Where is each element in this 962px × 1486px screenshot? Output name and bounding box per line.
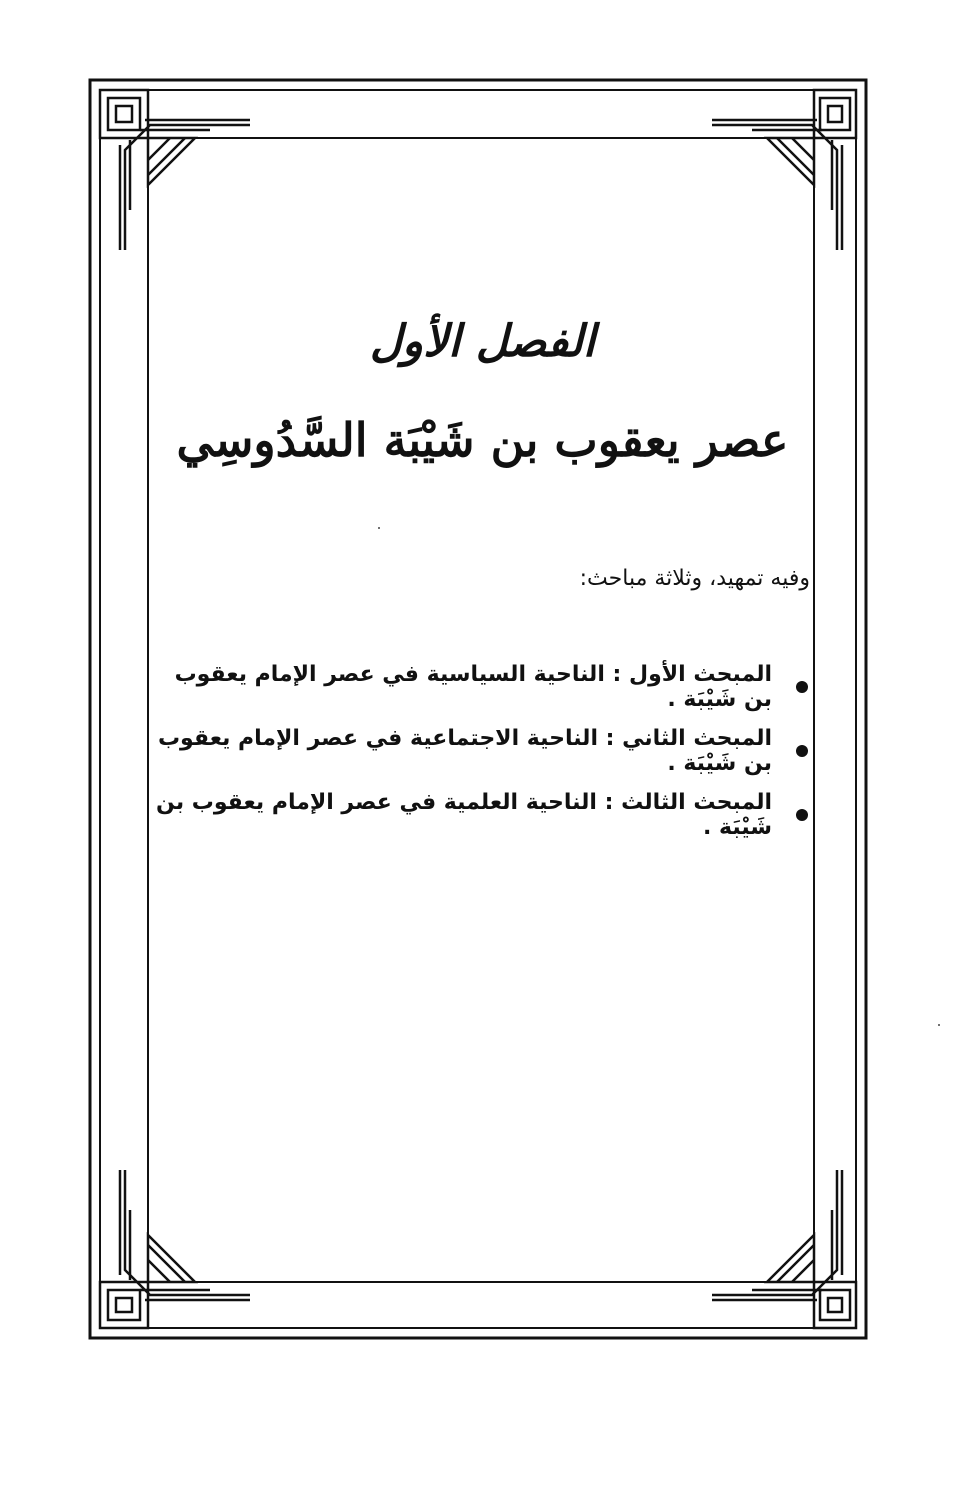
scan-speck [938, 1024, 940, 1026]
bullet-icon [796, 809, 808, 821]
chapter-title: عصر يعقوب بن شَيْبَة السَّدُوسِي [176, 413, 789, 467]
scan-speck [378, 527, 380, 529]
bullet-icon [796, 681, 808, 693]
topic-text: المبحث الثالث : الناحية العلمية في عصر الإمام يعقوب بن شَيْبَة . [156, 790, 772, 840]
corner-knot-icon [712, 90, 856, 250]
topic-text: المبحث الثاني : الناحية الاجتماعية في عصر الإمام يعقوب بن شَيْبَة . [157, 726, 772, 776]
chapter-label: الفصل الأول [369, 316, 596, 367]
topic-text: المبحث الأول : الناحية السياسية في عصر الإمام يعقوب بن شَيْبَة . [174, 662, 772, 712]
corner-knot-icon [712, 1170, 856, 1328]
list-item [150, 719, 810, 783]
topic-list [150, 655, 810, 847]
chapter-intro: وفيه تمهيد، وثلاثة مباحث: [579, 566, 810, 591]
list-item [150, 783, 810, 847]
bullet-icon [796, 745, 808, 757]
list-item [150, 655, 810, 719]
corner-knot-icon [100, 1170, 250, 1328]
corner-knot-icon [100, 90, 250, 250]
